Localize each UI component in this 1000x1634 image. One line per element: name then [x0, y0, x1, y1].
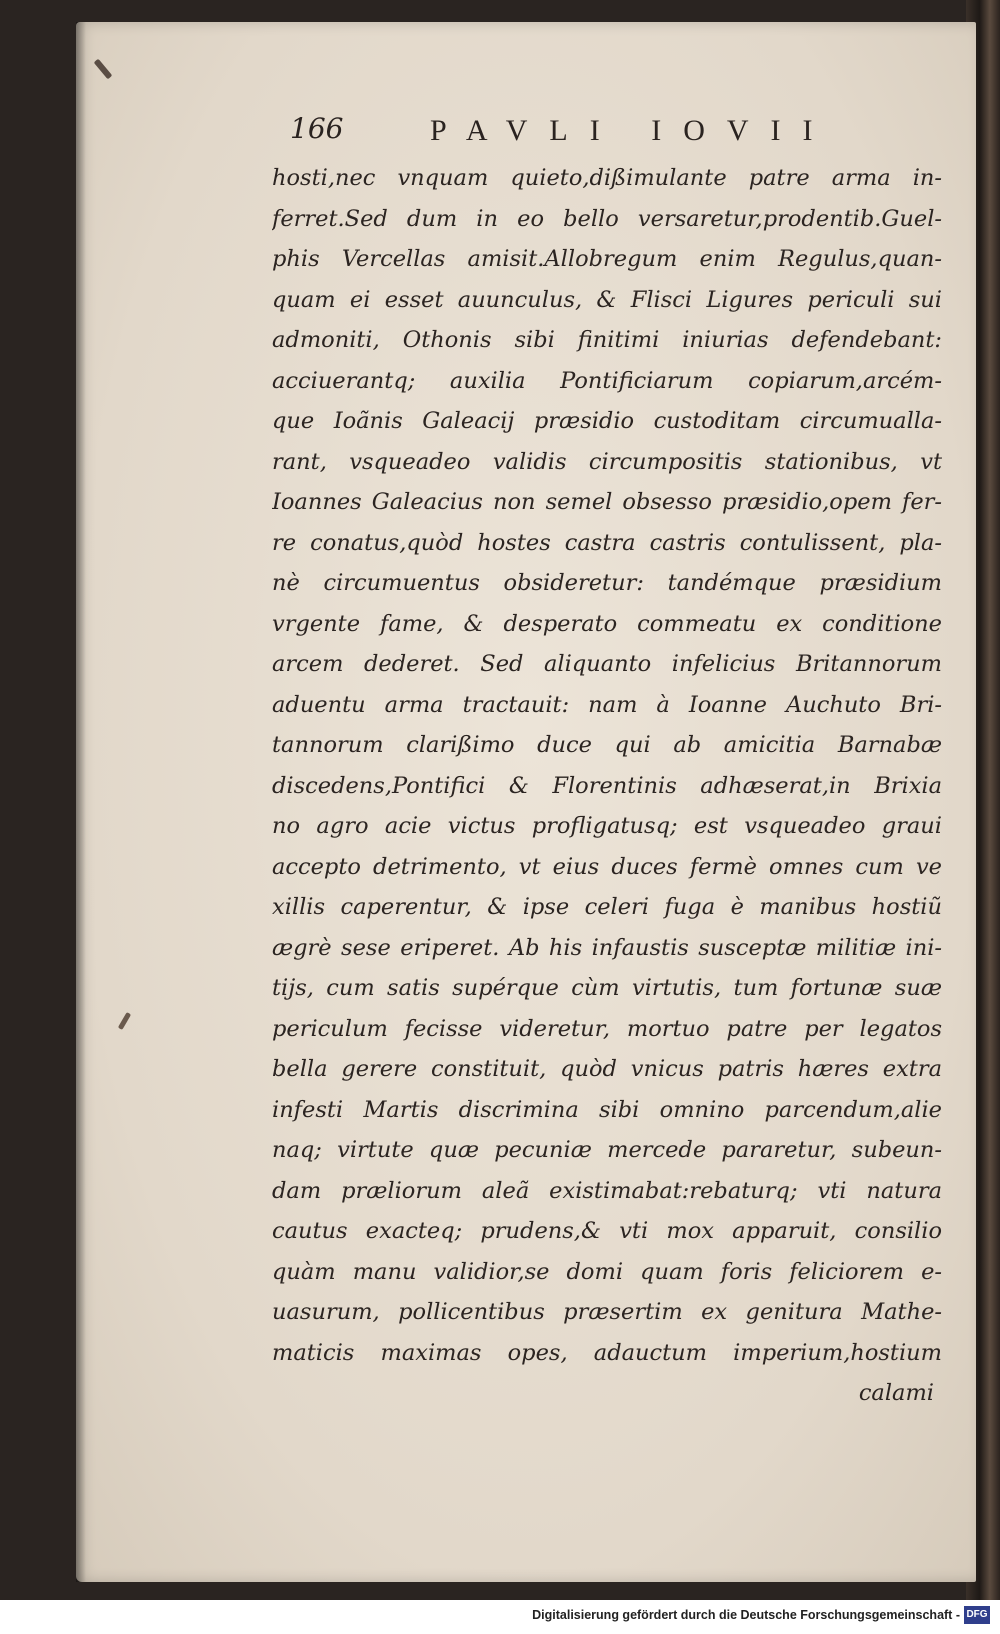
catchword: calami	[858, 1380, 934, 1406]
page-header	[290, 112, 850, 152]
text-line: que Ioãnis Galeacij præsidio custoditam circumualla-	[272, 408, 942, 434]
text-line: vrgente fame, & desperato commeatu ex conditione	[272, 610, 942, 637]
dfg-logo: DFG	[964, 1606, 990, 1624]
text-line: quàm manu validior,se domi quam foris feliciorem e-	[272, 1258, 942, 1285]
page-number: 166	[290, 112, 344, 145]
text-line: quam ei esset auunculus, & Flisci Ligures periculi sui	[272, 286, 942, 313]
text-line: periculum fecisse videretur, mortuo patre per legatos	[272, 1015, 942, 1042]
footer-bar	[0, 1600, 1000, 1634]
text-line: admoniti, Othonis sibi finitimi iniurias defendebant:	[272, 327, 942, 353]
text-line: no agro acie victus profligatusq; est vsqueadeo graui	[272, 813, 942, 839]
text-line: aduentu arma tractauit: nam à Ioanne Auchuto Bri-	[272, 691, 942, 718]
text-line: acciuerantq; auxilia Pontificiarum copiarum,arcém-	[272, 367, 942, 394]
text-line: tijs, cum satis supérque cùm virtutis, tum fortunæ suæ	[272, 975, 942, 1001]
text-line: naq; virtute quæ pecuniæ mercede pararetur, subeun-	[272, 1137, 942, 1163]
text-line: tannorum clarißimo duce qui ab amicitia Barnabæ	[272, 732, 942, 758]
text-line: xillis caperentur, & ipse celeri fuga è manibus hostiũ	[272, 894, 942, 920]
gutter-shadow	[76, 22, 86, 1582]
text-line: Ioannes Galeacius non semel obsesso præsidio,opem fer-	[272, 489, 942, 515]
text-line: ferret.Sed dum in eo bello versaretur,prodentib.Guel-	[272, 205, 942, 232]
text-line: maticis maximas opes, adauctum imperium,hostium	[272, 1339, 942, 1366]
body-text	[272, 158, 942, 1414]
text-line: hosti,nec vnquam quieto,dißimulante patre arma in-	[272, 165, 942, 191]
text-line: rant, vsqueadeo validis circumpositis stationibus, vt	[272, 448, 942, 475]
text-line: uasurum, pollicentibus præsertim ex genitura Mathe-	[272, 1299, 942, 1325]
footer-credit: Digitalisierung gefördert durch die Deutsche Forschungsgemeinschaft -	[532, 1608, 960, 1622]
text-line: cautus exacteq; prudens,& vti mox apparuit, consilio	[272, 1218, 942, 1244]
text-line: phis Vercellas amisit.Allobregum enim Regulus,quan-	[272, 246, 942, 272]
text-line: arcem dederet. Sed aliquanto infelicius Britannorum	[272, 651, 942, 677]
text-line: re conatus,quòd hostes castra castris contulissent, pla-	[272, 529, 942, 556]
running-title: PAVLI IOVII	[430, 114, 835, 147]
text-line: accepto detrimento, vt eius duces fermè omnes cum ve	[272, 853, 942, 880]
text-line: dam præliorum aleã existimabat:rebaturq; vti natura	[272, 1177, 942, 1204]
text-line: bella gerere constituit, quòd vnicus patris hæres extra	[272, 1056, 942, 1082]
text-line: infesti Martis discrimina sibi omnino parcendum,alie	[272, 1096, 942, 1123]
text-line: discedens,Pontifici & Florentinis adhæserat,in Brixia	[272, 772, 942, 799]
text-line: ægrè sese eriperet. Ab his infaustis susceptæ militiæ ini-	[272, 934, 942, 961]
text-line: nè circumuentus obsideretur: tandémque præsidium	[272, 570, 942, 596]
